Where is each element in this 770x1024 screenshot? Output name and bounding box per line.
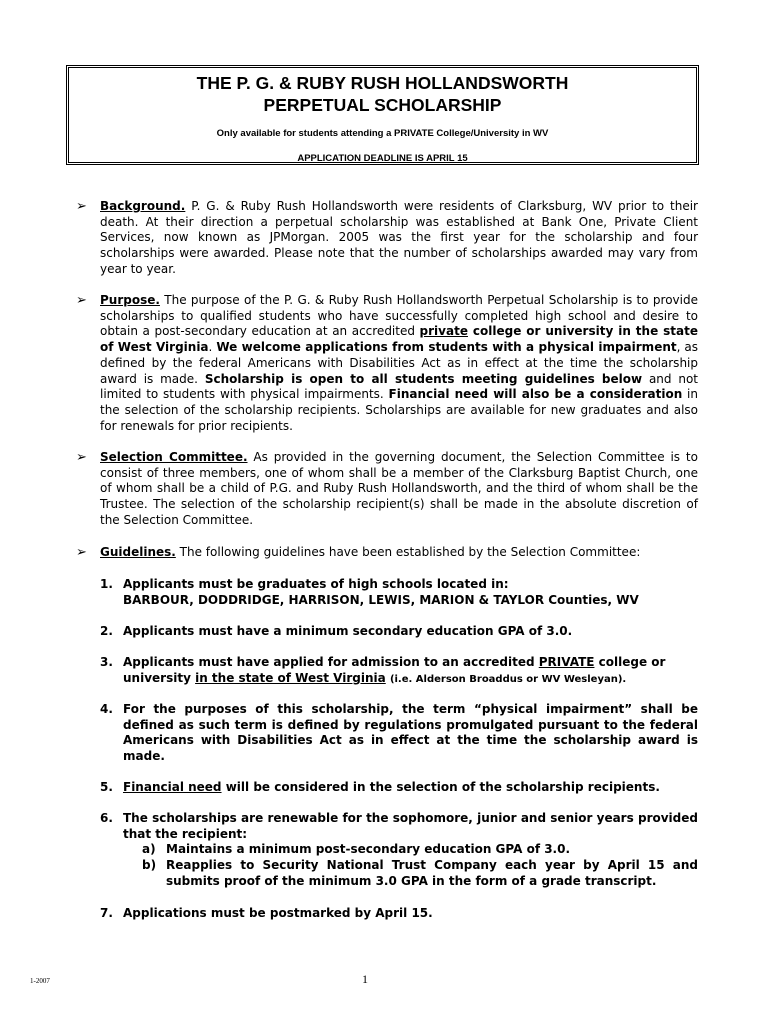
- guideline-item: [96, 906, 698, 922]
- title-line-2: PERPETUAL SCHOLARSHIP: [263, 95, 502, 115]
- guideline-6b-text: Reapplies to Security National Trust Company each year by April 15 and submits proof of the minimum 3.0 GPA in the form of a grade transcript.: [166, 858, 698, 888]
- application-deadline: APPLICATION DEADLINE IS APRIL 15: [297, 153, 468, 164]
- item-number: 2.: [100, 624, 113, 638]
- guideline-2-text: Applicants must have a minimum secondary education GPA of 3.0.: [123, 624, 573, 638]
- page-number: 1: [362, 972, 368, 986]
- guideline-3-state: in the state of West Virginia: [195, 670, 386, 685]
- guideline-item: [96, 811, 698, 890]
- guideline-6b: [142, 858, 698, 889]
- guideline-6a: [142, 842, 698, 858]
- guideline-1-counties: BARBOUR, DODDRIDGE, HARRISON, LEWIS, MARION & TAYLOR Counties, WV: [123, 592, 639, 607]
- purpose-section: [76, 293, 698, 434]
- guideline-6a-text: Maintains a minimum post-secondary education GPA of 3.0.: [166, 842, 571, 857]
- title-line-1: THE P. G. & RUBY RUSH HOLLANDSWORTH: [196, 73, 569, 93]
- selection-committee-section: [76, 450, 698, 529]
- guidelines-intro: The following guidelines have been established by the Selection Committee:: [179, 545, 641, 559]
- item-number: 4.: [100, 702, 113, 716]
- guideline-5-text: will be considered in the selection of the scholarship recipients.: [221, 780, 660, 794]
- purpose-heading: Purpose.: [100, 293, 160, 307]
- guidelines-heading: Guidelines.: [100, 545, 176, 559]
- guideline-3-text-b: college or university: [123, 655, 666, 685]
- purpose-text-2: .: [208, 340, 217, 355]
- purpose-bold-3: Scholarship is open to all students meeting guidelines below: [204, 371, 643, 386]
- background-text: P. G. & Ruby Rush Hollandsworth were residents of Clarksburg, WV prior to their death. At their direction a perpetual scholarship was established at Bank One, Private Client Services, now known as JPMorgan. 2005 was the first year for the scholarship and four scholarships were awarded. Please note that the number of scholarships awarded may vary from year to year.: [100, 199, 698, 276]
- sub-item-label: a): [142, 842, 156, 857]
- committee-text: As provided in the governing document, the Selection Committee is to consist of three members, one of whom shall be a member of the Clarksburg Baptist Church, one of whom shall be a child of P.G. and Ruby Rush Hollandsworth, and the third of whom shall be the Trustee. The selection of the scholarship recipient(s) shall be made in the absolute discretion of the Selection Committee.: [100, 450, 698, 527]
- guideline-7-text: Applications must be postmarked by April 15.: [123, 906, 433, 920]
- guideline-item: [96, 780, 698, 796]
- purpose-text-3: , as defined by the federal Americans with Disabilities Act as in effect at the time the scholarship award is made.: [100, 340, 698, 386]
- guideline-item: [96, 624, 698, 640]
- purpose-text-5: in the selection of the scholarship recipients. Scholarships are available for new graduates and also for renewals for prior recipients.: [100, 387, 698, 433]
- arrow-bullet-icon: ➢: [76, 199, 87, 214]
- background-section: [76, 199, 698, 278]
- guideline-4-text: For the purposes of this scholarship, the term “physical impairment” shall be defined as such term is defined by regulations promulgated pursuant to the federal Americans with Disabilities Act as in effect at the time the scholarship award is made.: [123, 702, 698, 764]
- guideline-item: [96, 702, 698, 765]
- item-number: 6.: [100, 811, 113, 825]
- arrow-bullet-icon: ➢: [76, 450, 87, 465]
- revision-code: 1-2007: [30, 977, 50, 985]
- purpose-bold-1: college or university in the state of West Virginia: [100, 324, 698, 355]
- header-box: [66, 65, 699, 165]
- guideline-5-financial-need: Financial need: [123, 780, 222, 794]
- item-number: 3.: [100, 655, 113, 669]
- item-number: 7.: [100, 906, 113, 920]
- committee-heading: Selection Committee.: [100, 450, 248, 464]
- arrow-bullet-icon: ➢: [76, 293, 87, 308]
- private-emphasis: private: [419, 324, 468, 339]
- purpose-bold-4: Financial need will also be a consideration: [388, 387, 683, 402]
- guideline-6-text: The scholarships are renewable for the sophomore, junior and senior years provided that the recipient:: [123, 811, 698, 841]
- guidelines-section: [76, 545, 698, 561]
- item-number: 1.: [100, 577, 113, 591]
- guideline-item: [96, 655, 698, 687]
- guideline-3-note: (i.e. Alderson Broaddus or WV Wesleyan).: [389, 673, 627, 685]
- purpose-text-1: The purpose of the P. G. & Ruby Rush Hollandsworth Perpetual Scholarship is to provide scholarships to qualified students who have successfully completed high school and desire to obtain a post-secondary education at an accredited: [100, 293, 698, 339]
- eligibility-note: Only available for students attending a PRIVATE College/University in WV: [216, 128, 549, 139]
- document-title: [69, 72, 696, 116]
- guideline-1-line-1: Applicants must be graduates of high schools located in:: [123, 577, 509, 591]
- arrow-bullet-icon: ➢: [76, 545, 87, 560]
- guideline-3-private: PRIVATE: [538, 655, 595, 669]
- guideline-3-text-a: Applicants must have applied for admission to an accredited: [123, 655, 539, 669]
- guideline-item: [96, 577, 698, 608]
- sub-item-label: b): [142, 858, 157, 873]
- item-number: 5.: [100, 780, 113, 794]
- background-heading: Background.: [100, 199, 186, 213]
- purpose-bold-2: We welcome applications from students with a physical impairment: [216, 340, 677, 355]
- purpose-text-4: and not limited to students with physical impairments.: [100, 371, 699, 402]
